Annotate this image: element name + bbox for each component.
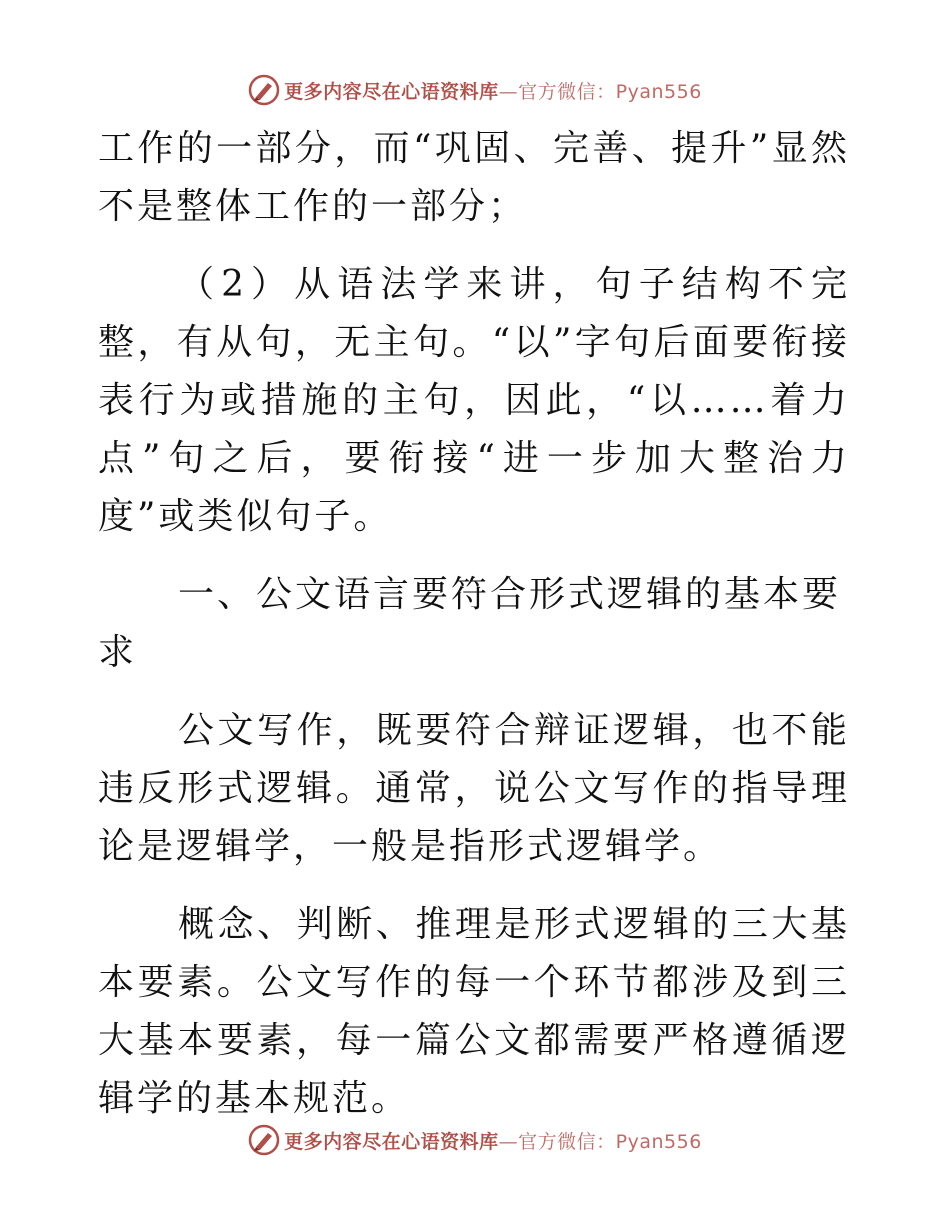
document-body — [98, 120, 850, 1148]
paragraph-three-elements: 概念、判断、推理是形式逻辑的三大基本要素。公文写作的每一个环节都涉及到三大基本要素，每一篇公文都需要严格遵循逻辑学的基本规范。 — [98, 904, 850, 1119]
section-heading: 一、公文语言要符合形式逻辑的基本要求 — [98, 574, 842, 673]
watermark-separator: — — [498, 80, 519, 103]
footer-watermark — [0, 1122, 950, 1158]
watermark-site-text: 更多内容尽在心语资料库 — [284, 1130, 499, 1153]
pen-logo-icon — [248, 1124, 280, 1156]
watermark-wechat-text: 官方微信：Pyan556 — [518, 80, 702, 103]
watermark-site-text: 更多内容尽在心语资料库 — [284, 80, 499, 103]
paragraph-formal-logic: 公文写作，既要符合辩证逻辑，也不能违反形式逻辑。通常，说公文写作的指导理论是逻辑学，一般是指形式逻辑学。 — [98, 710, 850, 867]
paragraph-continuation: 工作的一部分，而“巩固、完善、提升”显然不是整体工作的一部分； — [98, 128, 850, 227]
pen-logo-icon — [248, 74, 280, 106]
paragraph-grammar-point: （2）从语法学来讲，句子结构不完整，有从句，无主句。“以”字句后面要衔接表行为或措施的主句，因此，“以……着力点”句之后，要衔接“进一步加大整治力度”或类似句子。 — [98, 264, 850, 537]
watermark-wechat-text: 官方微信：Pyan556 — [518, 1130, 702, 1153]
watermark-separator: — — [498, 1130, 519, 1153]
header-watermark — [0, 72, 950, 108]
